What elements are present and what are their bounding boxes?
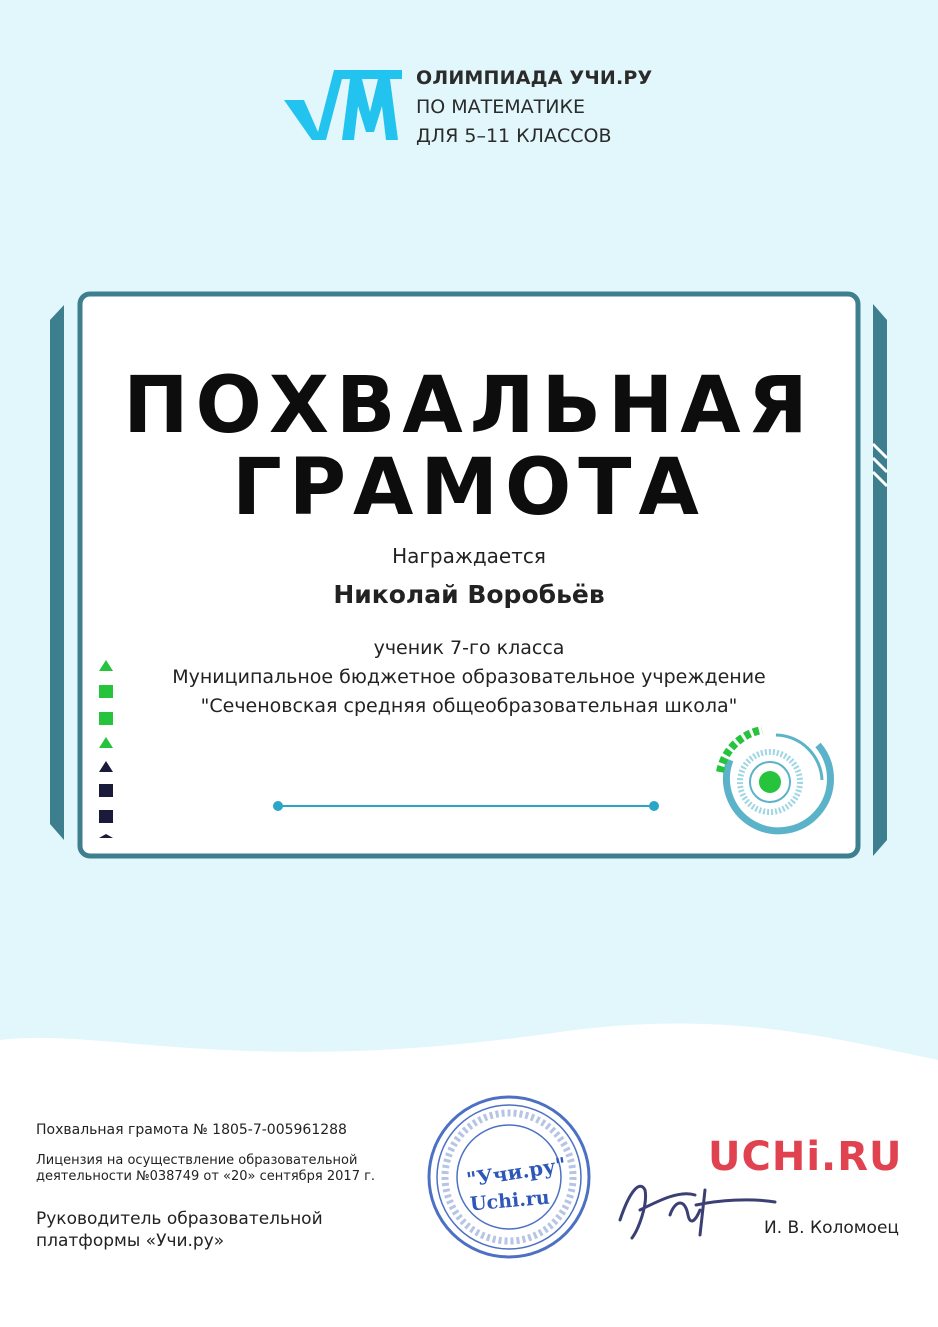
logo-subject: ПО МАТЕМАТИКЕ: [416, 96, 585, 118]
certificate-number: Похвальная грамота № 1805-7-005961288: [36, 1122, 347, 1138]
certificate-title-line2: ГРАМОТА: [232, 443, 706, 533]
divider-dot-left: [273, 801, 283, 811]
stamp-text-line2: Uchi.ru: [469, 1186, 551, 1216]
recipient-name: Николай Воробьёв: [333, 580, 605, 609]
awarded-label: Награждается: [392, 544, 546, 568]
uchi-ru-brand-logo: UCHi.RU: [708, 1134, 903, 1180]
logo-title: ОЛИМПИАДА УЧИ.РУ: [416, 67, 653, 89]
recipient-grade: ученик 7-го класса: [373, 637, 565, 659]
certificate-title-line1: ПОХВАЛЬНАЯ: [123, 361, 815, 451]
divider-dot-right: [649, 801, 659, 811]
logo-grades: ДЛЯ 5–11 КЛАССОВ: [416, 125, 612, 147]
head-title: Руководитель образовательной платформы «Учи.ру»: [36, 1209, 323, 1251]
signer-name: И. В. Коломоец: [764, 1218, 899, 1238]
license-text: Лицензия на осуществление образовательной деятельности №038749 от «20» сентября 2017 г.: [36, 1153, 376, 1184]
stamp-text-line1: "Учи.ру": [464, 1152, 568, 1192]
institution-line1: Муниципальное бюджетное образовательное учреждение: [172, 666, 766, 688]
institution-line2: "Сеченовская средняя общеобразовательная школа": [200, 695, 738, 717]
